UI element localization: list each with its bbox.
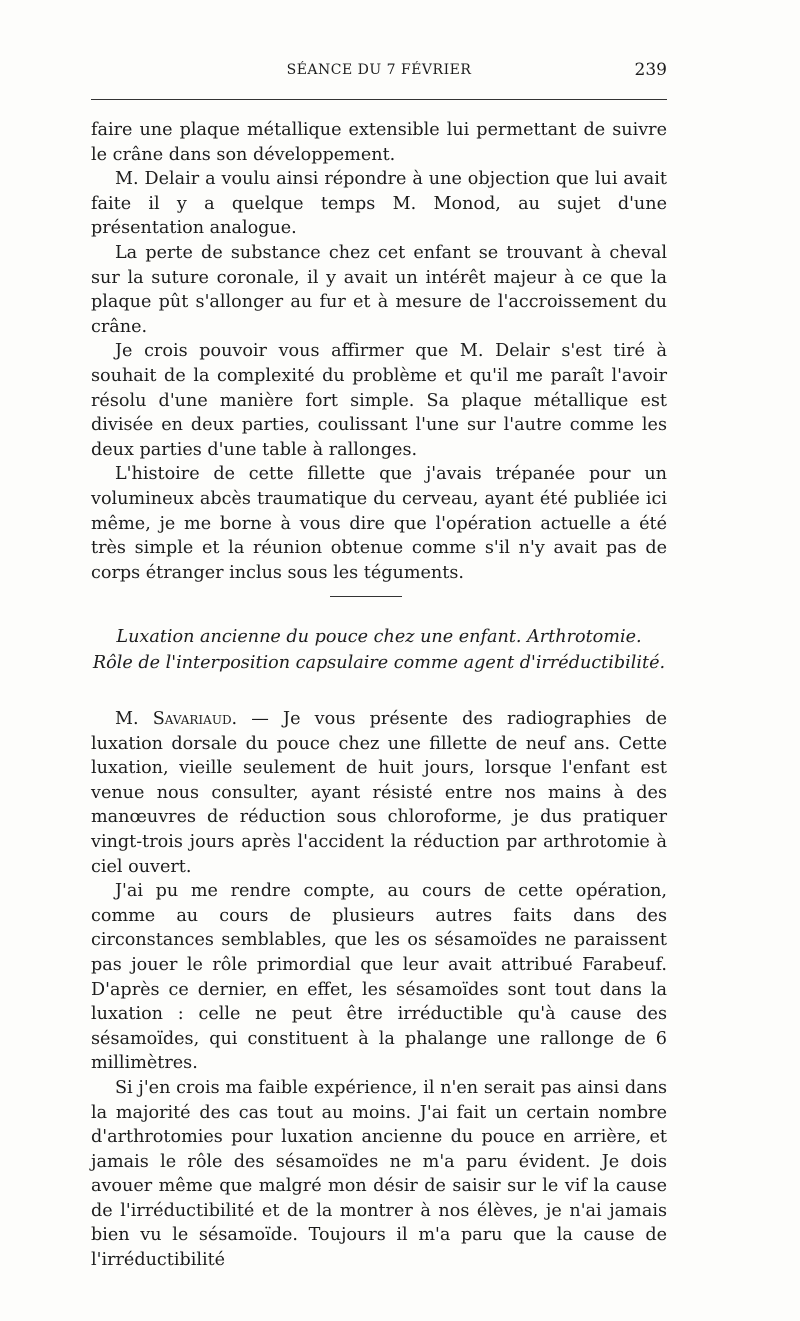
- article-title-line-2: Rôle de l'interposition capsulaire comme agent d'irréductibilité.: [92, 653, 666, 673]
- paragraph: faire une plaque métallique extensible lui permettant de suivre le crâne dans son développement.: [91, 120, 667, 165]
- paragraph: M. Delair a voulu ainsi répondre à une objection que lui avait faite il y a quelque temps M. Monod, au sujet d'une présentation analogue.: [91, 169, 667, 239]
- section-divider: [330, 596, 402, 597]
- author-name: M. Savariaud.: [115, 709, 238, 729]
- paragraph: [91, 707, 667, 879]
- article-body: [91, 707, 667, 1273]
- paragraph: J'ai pu me rendre compte, au cours de cette opération, comme au cours de plusieurs autres faits dans des circonstances semblables, que les os sésamoïdes ne paraissent pas jouer le rôle primordial que leur avait attribué Farabeuf. D'après ce dernier, en effet, les sésamoïdes sont tout dans la luxation : celle ne peut être irréductible qu'à cause des sésamoïdes, qui constituent à la phalange une rallonge de 6 millimètres.: [91, 881, 667, 1074]
- page-header: [91, 60, 667, 82]
- paragraph: Je crois pouvoir vous affirmer que M. Delair s'est tiré à souhait de la complexité du problème et qu'il me paraît l'avoir résolu d'une manière fort simple. Sa plaque métallique est divisée en deux parties, coulissant l'une sur l'autre comme les deux parties d'une table à rallonges.: [91, 341, 667, 460]
- page-number: 239: [634, 60, 667, 80]
- running-head: SÉANCE DU 7 FÉVRIER: [286, 62, 472, 78]
- article-title: [91, 624, 667, 676]
- paragraph-text: — Je vous présente des radiographies de luxation dorsale du pouce chez une fillette de neuf ans. Cette luxation, vieille seulement de huit jours, lorsque l'enfant est venue nous consulter, ayant résisté entre nos mains à des manœuvres de réduction sous chloroforme, je dus pratiquer vingt-trois jours après l'accident la réduction par arthrotomie à ciel ouvert.: [91, 709, 667, 877]
- article-title-line-1: Luxation ancienne du pouce chez une enfant. Arthrotomie.: [116, 627, 642, 647]
- section-1-body: [91, 118, 667, 585]
- paragraph: L'histoire de cette fillette que j'avais trépanée pour un volumineux abcès traumatique du cerveau, ayant été publiée ici même, je me borne à vous dire que l'opération actuelle a été très simple et la réunion obtenue comme s'il n'y avait pas de corps étranger inclus sous les téguments.: [91, 464, 667, 583]
- header-rule: [91, 99, 667, 100]
- paragraph: La perte de substance chez cet enfant se trouvant à cheval sur la suture coronale, il y avait un intérêt majeur à ce que la plaque pût s'allonger au fur et à mesure de l'accroissement du crâne.: [91, 242, 667, 337]
- paragraph: Si j'en crois ma faible expérience, il n'en serait pas ainsi dans la majorité des cas tout au moins. J'ai fait un certain nombre d'arthrotomies pour luxation ancienne du pouce en arrière, et jamais le rôle des sésamoïdes ne m'a paru évident. Je dois avouer même que malgré mon désir de saisir sur le vif la cause de l'irréductibilité et de la montrer à nos élèves, je n'ai jamais bien vu le sésamoïde. Toujours il m'a paru que la cause de l'irréductibilité: [91, 1077, 667, 1271]
